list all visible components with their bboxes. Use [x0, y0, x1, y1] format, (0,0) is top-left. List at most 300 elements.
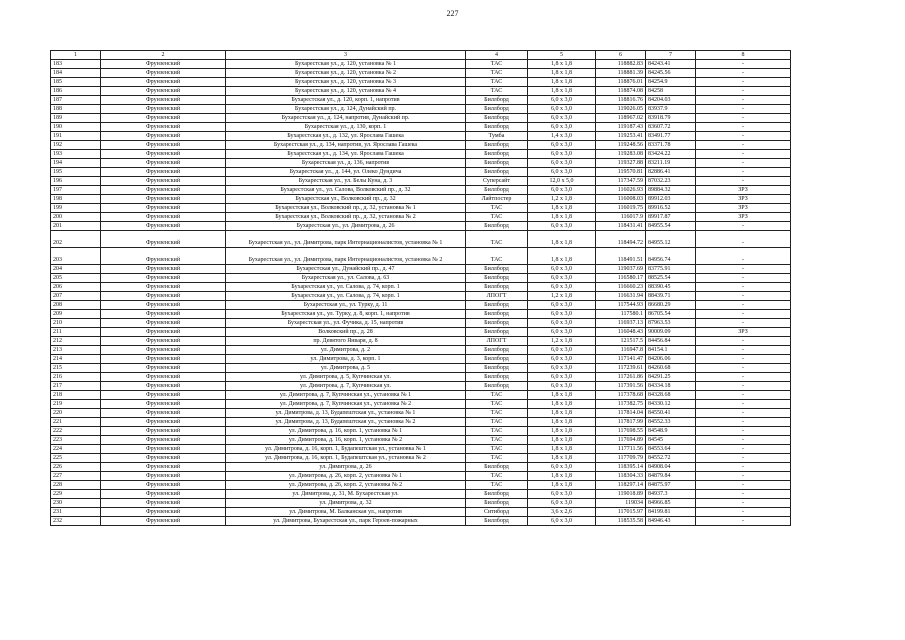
coord-y-cell: 84154.1: [646, 346, 696, 355]
address-cell: ул. Димитрова, д. 3, корп. 1: [226, 355, 466, 364]
zone-cell: -: [696, 123, 791, 132]
coord-x-cell: 118876.01: [596, 78, 646, 87]
size-cell: 1,8 х 1,8: [528, 391, 596, 400]
zone-cell: ЗРЗ: [696, 213, 791, 222]
table-row: [51, 69, 791, 78]
table-row: [51, 274, 791, 283]
district-cell: Фрунзенский: [101, 310, 226, 319]
size-cell: 1,8 х 1,8: [528, 418, 596, 427]
district-cell: Фрунзенский: [101, 373, 226, 382]
address-cell: ул. Димитрова, д. 7, Купчинская ул., установка № 2: [226, 400, 466, 409]
construction-type-cell: Биллборд: [466, 463, 528, 472]
coord-x-cell: 116937.13: [596, 319, 646, 328]
address-cell: Бухарестская ул., ул. Димитрова, парк Интернационалистов, установка № 2: [226, 248, 466, 265]
row-number-cell: 208: [51, 301, 101, 310]
row-number-cell: 224: [51, 445, 101, 454]
registry-table: [50, 50, 791, 526]
district-cell: Фрунзенский: [101, 508, 226, 517]
coord-y-cell: 83775.91: [646, 265, 696, 274]
address-cell: Бухарестская ул., Волковский пр., д. 32, установка № 2: [226, 213, 466, 222]
coord-y-cell: 84291.25: [646, 373, 696, 382]
address-cell: Бухарестская ул., ул. Димитрова, д. 26: [226, 222, 466, 231]
address-cell: Бухарестская ул., ул. Димитрова, парк Интернационалистов, установка № 1: [226, 231, 466, 248]
district-cell: Фрунзенский: [101, 274, 226, 283]
address-cell: Бухарестская ул., д. 132, ул. Ярослава Гашека: [226, 132, 466, 141]
row-number-cell: 223: [51, 436, 101, 445]
size-cell: 6,0 х 3,0: [528, 490, 596, 499]
coord-y-cell: 84545: [646, 436, 696, 445]
coord-y-cell: 89917.87: [646, 213, 696, 222]
coord-y-cell: 89912.03: [646, 195, 696, 204]
row-number-cell: 197: [51, 186, 101, 195]
coord-y-cell: 84199.81: [646, 508, 696, 517]
construction-type-cell: Биллборд: [466, 283, 528, 292]
address-cell: ул. Димитрова, Бухарестская ул., парк Героев-пожарных: [226, 517, 466, 526]
address-cell: ул. Димитрова, д. 26, корп. 2, установка № 1: [226, 472, 466, 481]
zone-cell: -: [696, 105, 791, 114]
size-cell: 1,4 х 3,0: [528, 132, 596, 141]
construction-type-cell: ТАС: [466, 78, 528, 87]
table-row: [51, 445, 791, 454]
construction-type-cell: ТАС: [466, 213, 528, 222]
coord-y-cell: 84966.85: [646, 499, 696, 508]
zone-cell: -: [696, 114, 791, 123]
district-cell: Фрунзенский: [101, 283, 226, 292]
construction-type-cell: Тумба: [466, 132, 528, 141]
coord-x-cell: 119026.05: [596, 105, 646, 114]
address-cell: ул. Димитрова, д. 32: [226, 499, 466, 508]
row-number-cell: 226: [51, 463, 101, 472]
district-cell: Фрунзенский: [101, 96, 226, 105]
district-cell: Фрунзенский: [101, 60, 226, 69]
address-cell: ул. Димитрова, д. 16, корп. 1, установка № 1: [226, 427, 466, 436]
coord-y-cell: 87032.23: [646, 177, 696, 186]
table-row: [51, 346, 791, 355]
coord-x-cell: 119034: [596, 499, 646, 508]
size-cell: 1,8 х 1,8: [528, 69, 596, 78]
coord-y-cell: 84206.06: [646, 355, 696, 364]
district-cell: Фрунзенский: [101, 418, 226, 427]
row-number-cell: 201: [51, 222, 101, 231]
coord-y-cell: 84908.04: [646, 463, 696, 472]
row-number-cell: 231: [51, 508, 101, 517]
coord-y-cell: 84552.33: [646, 418, 696, 427]
size-cell: 1,2 х 1,8: [528, 195, 596, 204]
district-cell: Фрунзенский: [101, 301, 226, 310]
district-cell: Фрунзенский: [101, 87, 226, 96]
table-row: [51, 418, 791, 427]
construction-type-cell: Биллборд: [466, 355, 528, 364]
address-cell: Бухарестская ул., д. 136, напротив: [226, 159, 466, 168]
district-cell: Фрунзенский: [101, 204, 226, 213]
zone-cell: -: [696, 159, 791, 168]
size-cell: 1,8 х 1,8: [528, 87, 596, 96]
address-cell: пр. Девятого Января, д. 8: [226, 337, 466, 346]
zone-cell: -: [696, 364, 791, 373]
size-cell: 1,8 х 1,8: [528, 231, 596, 248]
address-cell: ул. Димитрова, д. 5, Купчинская ул.: [226, 373, 466, 382]
zone-cell: -: [696, 373, 791, 382]
size-cell: 6,0 х 3,0: [528, 373, 596, 382]
table-row: [51, 391, 791, 400]
zone-cell: -: [696, 274, 791, 283]
coord-y-cell: 84956.74: [646, 248, 696, 265]
coord-x-cell: 116947.8: [596, 346, 646, 355]
coord-x-cell: 118491.51: [596, 248, 646, 265]
district-cell: Фрунзенский: [101, 159, 226, 168]
district-cell: Фрунзенский: [101, 499, 226, 508]
coord-x-cell: 118874.08: [596, 87, 646, 96]
coord-y-cell: 84937.3: [646, 490, 696, 499]
zone-cell: -: [696, 292, 791, 301]
coord-y-cell: 84204.03: [646, 96, 696, 105]
district-cell: Фрунзенский: [101, 427, 226, 436]
zone-cell: -: [696, 60, 791, 69]
address-cell: Бухарестская ул., ул. Салова, д. 63: [226, 274, 466, 283]
address-cell: ул. Димитрова, д. 2: [226, 346, 466, 355]
column-header: 2: [101, 51, 226, 60]
row-number-cell: 227: [51, 472, 101, 481]
construction-type-cell: Биллборд: [466, 265, 528, 274]
coord-x-cell: 117347.59: [596, 177, 646, 186]
address-cell: Бухарестская ул., д. 134, ул. Ярослава Гашека: [226, 150, 466, 159]
district-cell: Фрунзенский: [101, 69, 226, 78]
coord-x-cell: 117814.04: [596, 409, 646, 418]
row-number-cell: 214: [51, 355, 101, 364]
coord-y-cell: 84955.54: [646, 222, 696, 231]
coord-x-cell: 116631.94: [596, 292, 646, 301]
coord-y-cell: 89916.52: [646, 204, 696, 213]
table-row: [51, 231, 791, 248]
coord-x-cell: 117694.89: [596, 436, 646, 445]
district-cell: Фрунзенский: [101, 231, 226, 248]
coord-y-cell: 83918.79: [646, 114, 696, 123]
row-number-cell: 229: [51, 490, 101, 499]
coord-y-cell: 83371.78: [646, 141, 696, 150]
district-cell: Фрунзенский: [101, 105, 226, 114]
construction-type-cell: ЛПОГТ: [466, 292, 528, 301]
construction-type-cell: Биллборд: [466, 159, 528, 168]
district-cell: Фрунзенский: [101, 481, 226, 490]
zone-cell: -: [696, 355, 791, 364]
construction-type-cell: ЛПОГТ: [466, 337, 528, 346]
size-cell: 6,0 х 3,0: [528, 283, 596, 292]
coord-x-cell: 119327.88: [596, 159, 646, 168]
zone-cell: -: [696, 168, 791, 177]
row-number-cell: 207: [51, 292, 101, 301]
coord-y-cell: 84955.12: [646, 231, 696, 248]
address-cell: Бухарестская ул., ул. Фучика, д. 15, напротив: [226, 319, 466, 328]
construction-type-cell: Биллборд: [466, 150, 528, 159]
coord-x-cell: 118297.14: [596, 481, 646, 490]
table-row: [51, 150, 791, 159]
coord-x-cell: 118535.58: [596, 517, 646, 526]
construction-type-cell: ТАС: [466, 472, 528, 481]
address-cell: Бухарестская ул., д. 120, установка № 3: [226, 78, 466, 87]
table-row: [51, 409, 791, 418]
table-row: [51, 355, 791, 364]
construction-type-cell: Биллборд: [466, 301, 528, 310]
row-number-cell: 215: [51, 364, 101, 373]
address-cell: ул. Димитрова, д. 16, корп. 1, Будапештская ул., установка № 1: [226, 445, 466, 454]
table-row: [51, 508, 791, 517]
zone-cell: -: [696, 490, 791, 499]
table-row: [51, 114, 791, 123]
coord-x-cell: 116660.23: [596, 283, 646, 292]
district-cell: Фрунзенский: [101, 328, 226, 337]
size-cell: 1,8 х 1,8: [528, 60, 596, 69]
address-cell: Бухарестская ул., д. 120, установка № 4: [226, 87, 466, 96]
table-row: [51, 490, 791, 499]
size-cell: 6,0 х 3,0: [528, 328, 596, 337]
row-number-cell: 203: [51, 248, 101, 265]
row-number-cell: 198: [51, 195, 101, 204]
construction-type-cell: ТАС: [466, 454, 528, 463]
district-cell: Фрунзенский: [101, 150, 226, 159]
address-cell: Бухарестская ул., ул. Турку, д. 11: [226, 301, 466, 310]
construction-type-cell: ТАС: [466, 231, 528, 248]
district-cell: Фрунзенский: [101, 248, 226, 265]
zone-cell: -: [696, 391, 791, 400]
zone-cell: -: [696, 319, 791, 328]
coord-x-cell: 118816.76: [596, 96, 646, 105]
row-number-cell: 186: [51, 87, 101, 96]
row-number-cell: 200: [51, 213, 101, 222]
zone-cell: -: [696, 310, 791, 319]
row-number-cell: 187: [51, 96, 101, 105]
table-row: [51, 400, 791, 409]
zone-cell: -: [696, 132, 791, 141]
address-cell: ул. Димитрова, д. 16, корп. 1, установка № 2: [226, 436, 466, 445]
district-cell: Фрунзенский: [101, 355, 226, 364]
row-number-cell: 219: [51, 400, 101, 409]
coord-x-cell: 116048.43: [596, 328, 646, 337]
coord-x-cell: 119187.43: [596, 123, 646, 132]
size-cell: 12,0 х 5,0: [528, 177, 596, 186]
row-number-cell: 188: [51, 105, 101, 114]
district-cell: Фрунзенский: [101, 454, 226, 463]
size-cell: 6,0 х 3,0: [528, 123, 596, 132]
address-cell: Бухарестская ул., д. 134, напротив, ул. Ярослава Гашека: [226, 141, 466, 150]
construction-type-cell: Биллборд: [466, 517, 528, 526]
coord-x-cell: 118395.14: [596, 463, 646, 472]
coord-x-cell: 117698.55: [596, 427, 646, 436]
coord-y-cell: 86680.29: [646, 301, 696, 310]
table-row: [51, 168, 791, 177]
district-cell: Фрунзенский: [101, 319, 226, 328]
district-cell: Фрунзенский: [101, 400, 226, 409]
table-row: [51, 301, 791, 310]
size-cell: 6,0 х 3,0: [528, 168, 596, 177]
district-cell: Фрунзенский: [101, 346, 226, 355]
table-row: [51, 186, 791, 195]
coord-y-cell: 83424.22: [646, 150, 696, 159]
size-cell: 6,0 х 3,0: [528, 499, 596, 508]
coord-y-cell: 84553.64: [646, 445, 696, 454]
coord-x-cell: 117141.47: [596, 355, 646, 364]
row-number-cell: 193: [51, 150, 101, 159]
coord-y-cell: 84243.41: [646, 60, 696, 69]
table-row: [51, 159, 791, 168]
table-row: [51, 517, 791, 526]
row-number-cell: 191: [51, 132, 101, 141]
size-cell: 1,2 х 1,8: [528, 292, 596, 301]
table-row: [51, 105, 791, 114]
zone-cell: -: [696, 427, 791, 436]
district-cell: Фрунзенский: [101, 213, 226, 222]
row-number-cell: 213: [51, 346, 101, 355]
row-number-cell: 202: [51, 231, 101, 248]
coord-y-cell: 84548.9: [646, 427, 696, 436]
size-cell: 1,8 х 1,8: [528, 213, 596, 222]
district-cell: Фрунзенский: [101, 141, 226, 150]
coord-y-cell: 83607.72: [646, 123, 696, 132]
construction-type-cell: Биллборд: [466, 364, 528, 373]
table-row: [51, 222, 791, 231]
construction-type-cell: ТАС: [466, 87, 528, 96]
size-cell: 6,0 х 3,0: [528, 364, 596, 373]
zone-cell: ЗРЗ: [696, 328, 791, 337]
construction-type-cell: Биллборд: [466, 114, 528, 123]
size-cell: 1,8 х 1,8: [528, 472, 596, 481]
construction-type-cell: Биллборд: [466, 382, 528, 391]
district-cell: Фрунзенский: [101, 490, 226, 499]
address-cell: ул. Димитрова, д. 7, Купчинская ул.: [226, 382, 466, 391]
row-number-cell: 228: [51, 481, 101, 490]
column-header: 8: [696, 51, 791, 60]
district-cell: Фрунзенский: [101, 114, 226, 123]
address-cell: Бухарестская ул., д. 130, корп. 1: [226, 123, 466, 132]
zone-cell: -: [696, 463, 791, 472]
size-cell: 1,2 х 1,8: [528, 337, 596, 346]
row-number-cell: 217: [51, 382, 101, 391]
zone-cell: -: [696, 346, 791, 355]
zone-cell: -: [696, 337, 791, 346]
coord-y-cell: 84328.68: [646, 391, 696, 400]
district-cell: Фрунзенский: [101, 195, 226, 204]
zone-cell: -: [696, 472, 791, 481]
size-cell: 6,0 х 3,0: [528, 186, 596, 195]
row-number-cell: 184: [51, 69, 101, 78]
address-cell: Бухарестская ул., Дунайский пр., д. 47: [226, 265, 466, 274]
coord-y-cell: 88525.54: [646, 274, 696, 283]
coord-x-cell: 117391.56: [596, 382, 646, 391]
size-cell: 1,8 х 1,8: [528, 436, 596, 445]
column-header: 3: [226, 51, 466, 60]
table-row: [51, 427, 791, 436]
zone-cell: -: [696, 508, 791, 517]
coord-x-cell: 118304.33: [596, 472, 646, 481]
zone-cell: ЗРЗ: [696, 186, 791, 195]
table-row: [51, 141, 791, 150]
size-cell: 6,0 х 3,0: [528, 517, 596, 526]
row-number-cell: 189: [51, 114, 101, 123]
coord-y-cell: 86705.54: [646, 310, 696, 319]
row-number-cell: 199: [51, 204, 101, 213]
zone-cell: -: [696, 87, 791, 96]
coord-y-cell: 84550.41: [646, 409, 696, 418]
row-number-cell: 211: [51, 328, 101, 337]
row-number-cell: 218: [51, 391, 101, 400]
row-number-cell: 185: [51, 78, 101, 87]
table-row: [51, 87, 791, 96]
table-row: [51, 292, 791, 301]
district-cell: Фрунзенский: [101, 409, 226, 418]
coord-y-cell: 84254.9: [646, 78, 696, 87]
size-cell: 1,8 х 1,8: [528, 454, 596, 463]
construction-type-cell: ТАС: [466, 60, 528, 69]
zone-cell: -: [696, 481, 791, 490]
size-cell: 1,8 х 1,8: [528, 427, 596, 436]
construction-type-cell: Биллборд: [466, 274, 528, 283]
table-row: [51, 204, 791, 213]
zone-cell: -: [696, 418, 791, 427]
coord-y-cell: 90009.09: [646, 328, 696, 337]
coord-x-cell: 118882.83: [596, 60, 646, 69]
coord-x-cell: 117378.68: [596, 391, 646, 400]
coord-x-cell: 117382.75: [596, 400, 646, 409]
construction-type-cell: Суперсайт: [466, 177, 528, 186]
coord-y-cell: 84946.43: [646, 517, 696, 526]
coord-y-cell: 84875.97: [646, 481, 696, 490]
coord-x-cell: 118881.39: [596, 69, 646, 78]
size-cell: 6,0 х 3,0: [528, 265, 596, 274]
coord-x-cell: 117239.61: [596, 364, 646, 373]
zone-cell: -: [696, 436, 791, 445]
size-cell: 6,0 х 3,0: [528, 355, 596, 364]
coord-x-cell: 117580.1: [596, 310, 646, 319]
column-header: 4: [466, 51, 528, 60]
address-cell: Бухарестская ул., д. 124, напротив, Дунайский пр.: [226, 114, 466, 123]
zone-cell: -: [696, 265, 791, 274]
construction-type-cell: ТАС: [466, 418, 528, 427]
coord-x-cell: 119570.81: [596, 168, 646, 177]
coord-y-cell: 84334.18: [646, 382, 696, 391]
district-cell: Фрунзенский: [101, 391, 226, 400]
table-row: [51, 463, 791, 472]
table-row: [51, 248, 791, 265]
zone-cell: -: [696, 96, 791, 105]
coord-y-cell: 84456.84: [646, 337, 696, 346]
coord-x-cell: 117261.86: [596, 373, 646, 382]
construction-type-cell: Биллборд: [466, 96, 528, 105]
coord-x-cell: 119283.08: [596, 150, 646, 159]
coord-x-cell: 116017.9: [596, 213, 646, 222]
construction-type-cell: Биллборд: [466, 168, 528, 177]
size-cell: 6,0 х 3,0: [528, 274, 596, 283]
address-cell: ул. Димитрова, д. 13, Будапештская ул., установка № 2: [226, 418, 466, 427]
address-cell: Бухарестская ул., ул. Салова, Волковский пр., д. 32: [226, 186, 466, 195]
zone-cell: -: [696, 69, 791, 78]
address-cell: ул. Димитрова, М. Балканская ул., напротив: [226, 508, 466, 517]
construction-type-cell: Биллборд: [466, 141, 528, 150]
construction-type-cell: Биллборд: [466, 346, 528, 355]
district-cell: Фрунзенский: [101, 436, 226, 445]
address-cell: ул. Димитрова, д. 26, корп. 2, установка № 2: [226, 481, 466, 490]
size-cell: 6,0 х 3,0: [528, 301, 596, 310]
column-header: 5: [528, 51, 596, 60]
table-row: [51, 472, 791, 481]
construction-type-cell: Биллборд: [466, 310, 528, 319]
coord-y-cell: 84552.72: [646, 454, 696, 463]
construction-type-cell: Биллборд: [466, 373, 528, 382]
coord-x-cell: 119253.41: [596, 132, 646, 141]
construction-type-cell: ТАС: [466, 391, 528, 400]
size-cell: 1,8 х 1,8: [528, 400, 596, 409]
zone-cell: ЗРЗ: [696, 195, 791, 204]
construction-type-cell: Биллборд: [466, 123, 528, 132]
row-number-cell: 205: [51, 274, 101, 283]
